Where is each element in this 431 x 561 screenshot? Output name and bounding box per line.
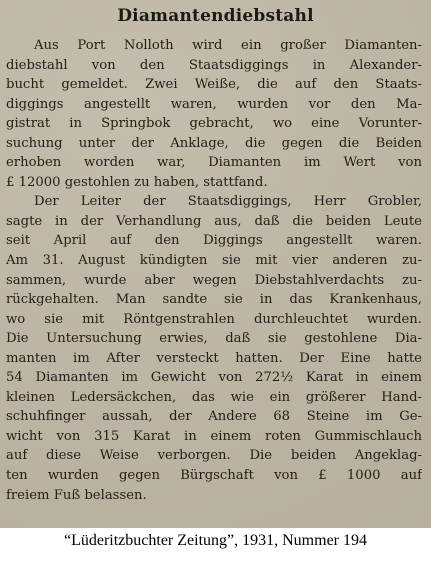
article-line: seit April auf den Diggings angestellt waren.	[6, 233, 422, 249]
article-line: suchung unter der Anklage, die gegen die Beiden	[6, 135, 422, 151]
article-line: Aus Port Nolloth wird ein großer Diamanten-	[34, 38, 422, 53]
source-caption: “Lüderitzbuchter Zeitung”, 1931, Nummer 194	[63, 532, 367, 549]
article-line: manten im After versteckt hatten. Der Eine hatte	[6, 350, 422, 366]
article-line: Der Leiter der Staatsdiggings, Herr Grobler,	[34, 194, 422, 210]
article-line: rückgehalten. Man sandte sie in das Krankenhaus,	[6, 292, 422, 308]
article-line: bucht gemeldet. Zwei Weiße, die auf den Staats-	[6, 77, 422, 93]
article-line: ten wurden gegen Bürgschaft von £ 1000 auf	[6, 468, 422, 484]
article-line: wicht von 315 Karat in einem roten Gummischlauch	[6, 428, 422, 444]
article-line: wo sie mit Röntgenstrahlen durchleuchtet wurden.	[6, 311, 422, 327]
article-headline: Diamantendiebstahl	[117, 6, 314, 26]
article-line: freiem Fuß belassen.	[6, 487, 147, 503]
article-line: kleinen Ledersäckchen, das wie ein größerer Hand-	[6, 389, 422, 405]
article-line: Am 31. August kündigten sie mit vier anderen zu-	[6, 253, 422, 269]
article-line: diggings angestellt waren, wurden vor den Ma-	[6, 96, 422, 112]
article-line: auf diese Weise verborgen. Die beiden Angeklag-	[6, 448, 422, 464]
article-line: diebstahl von den Staatsdiggings in Alexander-	[6, 57, 422, 73]
article-line: sammen, wurde aber wegen Diebstahlverdachts zu-	[6, 272, 422, 288]
article-line: erhoben worden war, Diamanten im Wert von	[6, 155, 422, 171]
article-line: 54 Diamanten im Gewicht von 272½ Karat in einem	[6, 370, 422, 386]
article-line: sagte in der Verhandlung aus, daß die beiden Leute	[6, 213, 422, 229]
article-line: schuhfinger aussah, der Andere 68 Steine im Ge-	[6, 409, 422, 425]
article-line: Die Untersuchung erwies, daß sie gestohlene Dia-	[6, 331, 422, 347]
article-line: gistrat in Springbok gebracht, wo eine Vorunter-	[6, 116, 422, 132]
article-line: £ 12000 gestohlen zu haben, stattfand.	[6, 174, 268, 190]
article-body	[6, 36, 422, 505]
